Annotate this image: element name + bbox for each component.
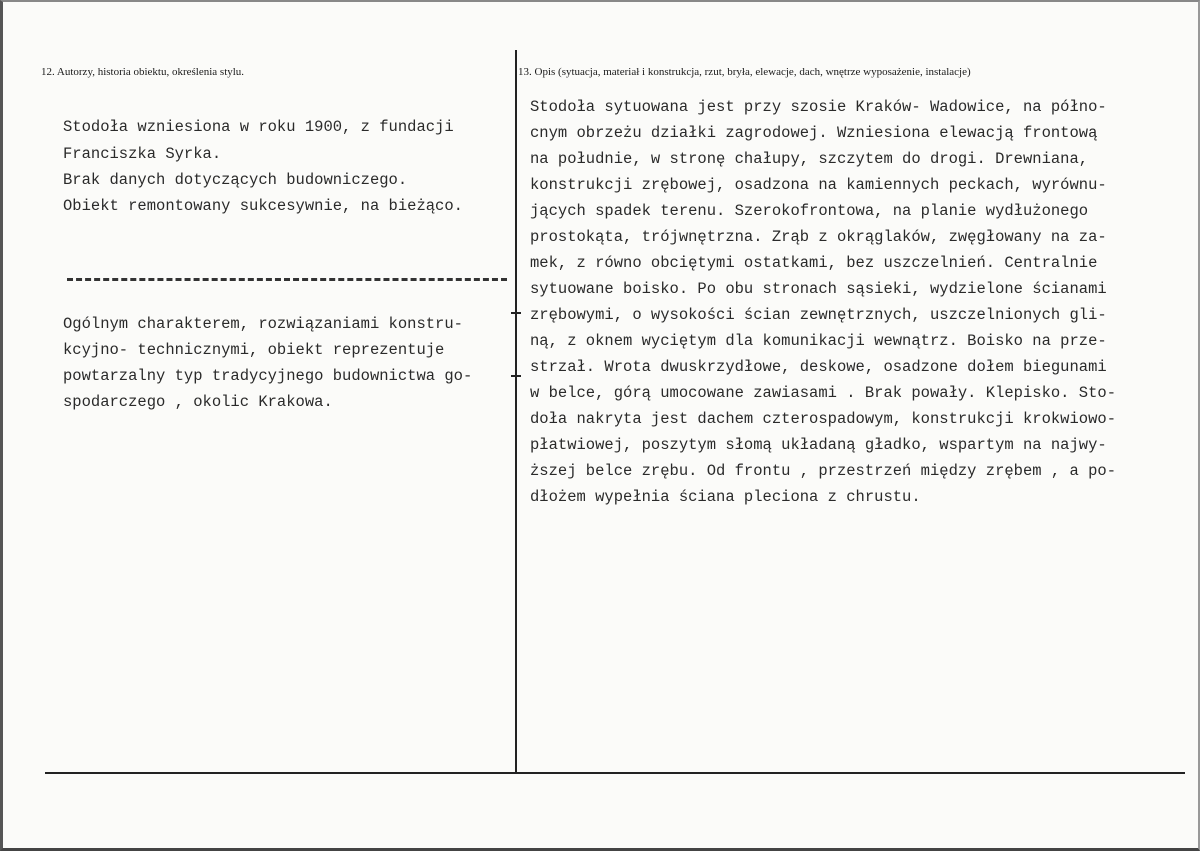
- text-line: ższej belce zrębu. Od frontu , przestrzeń między zrębem , a po-: [530, 462, 1116, 480]
- field-12-label: 12. Autorzy, historia obiektu, określenia stylu.: [41, 66, 245, 78]
- text-line: w belce, górą umocowane zawiasami . Brak powały. Klepisko. Sto-: [530, 384, 1116, 402]
- text-line: doła nakryta jest dachem czterospadowym, konstrukcji krokwiowo-: [530, 410, 1116, 428]
- text-line: ną, z oknem wyciętym dla komunikacji wewnątrz. Boisko na prze-: [530, 332, 1107, 350]
- text-line: cnym obrzeżu działki zagrodowej. Wzniesiona elewacją frontową: [530, 124, 1098, 142]
- text-line: płatwiowej, poszytym słomą układaną gładko, wspartym na najwy-: [530, 436, 1107, 454]
- text-line: Brak danych dotyczących budowniczego.: [63, 171, 408, 189]
- text-line: Ogólnym charakterem, rozwiązaniami konstru-: [63, 315, 463, 333]
- text-line: na południe, w stronę chałupy, szczytem do drogi. Drewniana,: [530, 150, 1089, 168]
- dashed-separator: [67, 278, 507, 281]
- text-line: Stodoła sytuowana jest przy szosie Kraków- Wadowice, na półno-: [530, 98, 1107, 116]
- text-line: prostokąta, trójwnętrzna. Zrąb z okrąglaków, zwęgłowany na za-: [530, 228, 1107, 246]
- text-line: strzał. Wrota dwuskrzydłowe, deskowe, osadzone dołem biegunami: [530, 358, 1107, 376]
- text-line: powtarzalny typ tradycyjnego budownictwa go-: [63, 367, 473, 385]
- text-line: kcyjno- technicznymi, obiekt reprezentuje: [63, 341, 445, 359]
- text-line: sytuowane boisko. Po obu stronach sąsieki, wydzielone ścianami: [530, 280, 1107, 298]
- text-line: Franciszka Syrka.: [63, 145, 222, 163]
- text-line: zrębowymi, o wysokości ścian zewnętrznych, uszczelnionych gli-: [530, 306, 1107, 324]
- text-line: Obiekt remontowany sukcesywnie, na bieżąco.: [63, 197, 463, 215]
- field-13-label: 13. Opis (sytuacja, materiał i konstrukcja, rzut, bryła, elewacje, dach, wnętrze wyposażenie, instalacje): [518, 66, 971, 78]
- text-line: dłożem wypełnia ściana pleciona z chrustu.: [530, 488, 921, 506]
- text-line: jących spadek terenu. Szerokofrontowa, na planie wydłużonego: [530, 202, 1089, 220]
- text-line: konstrukcji zrębowej, osadzona na kamiennych peckach, wyrównu-: [530, 176, 1107, 194]
- bottom-rule: [45, 772, 1185, 774]
- text-line: mek, z równo obciętymi ostatkami, bez uszczelnień. Centralnie: [530, 254, 1098, 272]
- divider-tick: [511, 312, 521, 314]
- vertical-divider: [515, 50, 517, 772]
- text-line: spodarczego , okolic Krakowa.: [63, 393, 333, 411]
- text-line: Stodoła wzniesiona w roku 1900, z fundacji: [63, 118, 454, 136]
- divider-tick: [511, 375, 521, 377]
